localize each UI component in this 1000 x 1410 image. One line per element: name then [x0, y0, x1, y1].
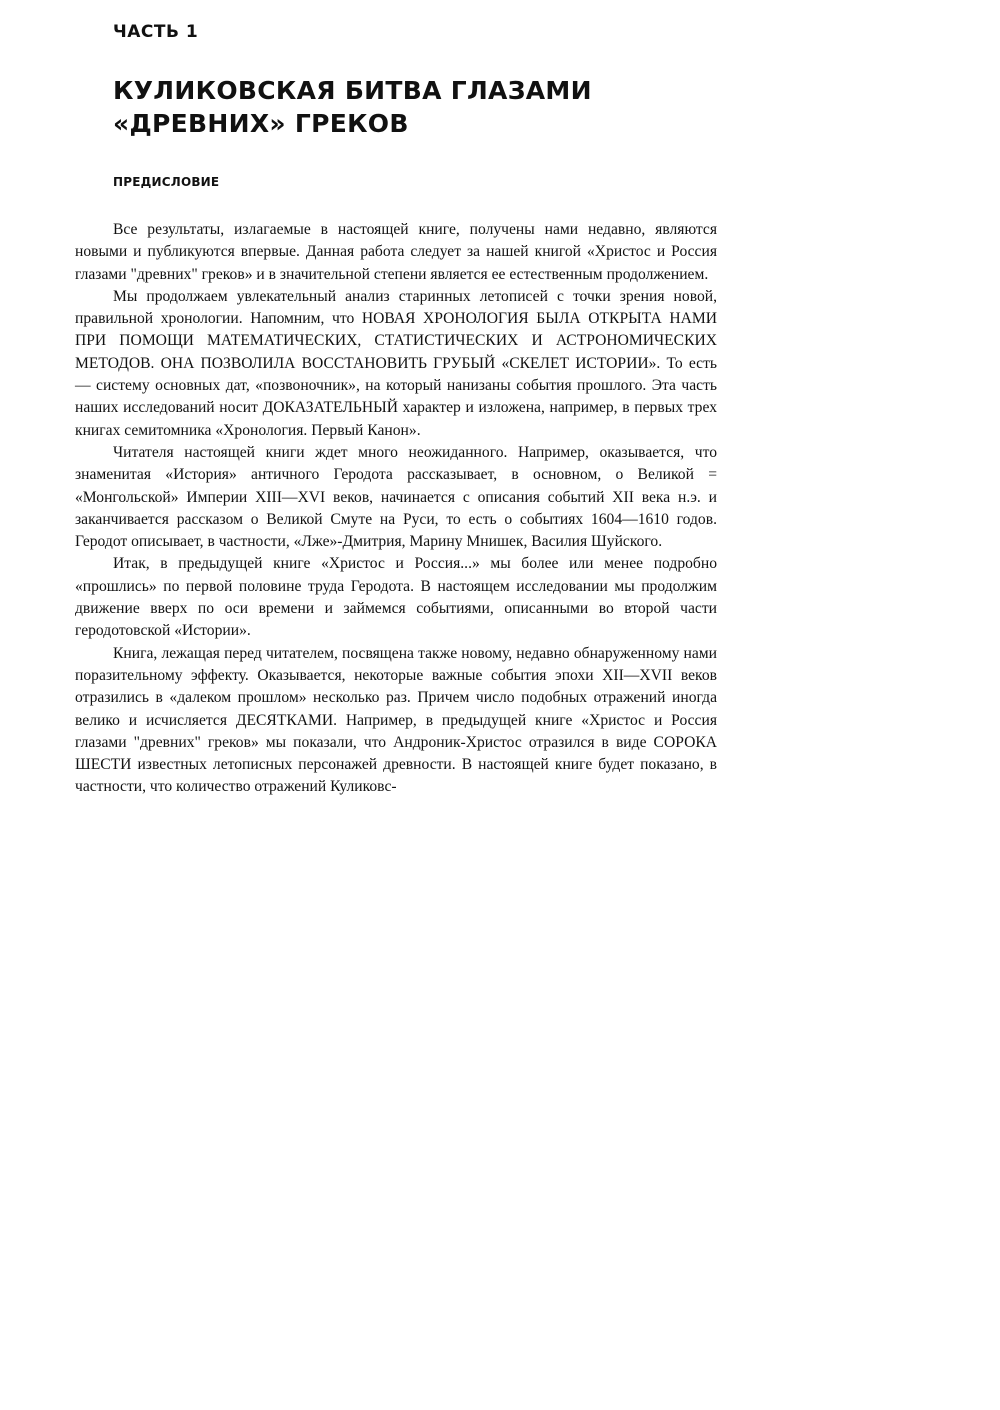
chapter-title	[113, 74, 733, 140]
paragraph: Мы продолжаем увлекательный анализ старинных летописей с точки зрения новой, правильной хронологии. Напомним, что НОВАЯ ХРОНОЛОГИЯ БЫЛА ОТКРЫТА НАМИ ПРИ ПОМОЩИ МАТЕМАТИЧЕСКИХ, СТАТИСТИЧЕСКИХ И АСТРОНОМИЧЕСКИХ МЕТОДОВ. ОНА ПОЗВОЛИЛА ВОССТАНОВИТЬ ГРУБЫЙ «СКЕЛЕТ ИСТОРИИ». То есть — систему основных дат, «позвоночник», на который нанизаны события прошлого. Эта часть наших исследований носит ДОКАЗАТЕЛЬНЫЙ характер и изложена, например, в первых трех книгах семитомника «Хронология. Первый Канон».	[75, 287, 717, 439]
paragraph: Итак, в предыдущей книге «Христос и Россия...» мы более или менее подробно «прошлись» по первой половине труда Геродота. В настоящем исследовании мы продолжим движение вверх по оси времени и займемся событиями, описанными во второй части геродотовской «Истории».	[75, 555, 717, 640]
paragraph: Читателя настоящей книги ждет много неожиданного. Например, оказывается, что знаменитая «История» античного Геродота рассказывает, в основном, о Великой = «Монгольской» Империи XIII—XVI веков, начинается с описания событий XII века н.э. и заканчивается рассказом о Великой Смуте на Руси, то есть о событиях 1604—1610 годов. Геродот описывает, в частности, «Лже»-Дмитрия, Марину Мнишек, Василия Шуйского.	[75, 443, 717, 551]
chapter-title-line-1: КУЛИКОВСКАЯ БИТВА ГЛАЗАМИ	[113, 76, 592, 105]
paragraph: Книга, лежащая перед читателем, посвящена также новому, недавно обнаруженному нами поразительному эффекту. Оказывается, некоторые важные события эпохи XII—XVII веков отразились в «далеком прошлом» несколько раз. Причем число подобных отражений иногда велико и исчисляется ДЕСЯТКАМИ. Например, в предыдущей книге «Христос и Россия глазами "древних" греков» мы показали, что Андроник-Христос отразился в виде СОРОКА ШЕСТИ известных летописных персонажей древности. В настоящей книге будет показано, в частности, что количество отражений Куликовс-	[75, 644, 717, 796]
paragraph: Все результаты, излагаемые в настоящей книге, получены нами недавно, являются новыми и публикуются впервые. Данная работа следует за нашей книгой «Христос и Россия глазами "древних" греков» и в значительной степени является ее естественным продолжением.	[75, 221, 717, 283]
part-label: ЧАСТЬ 1	[113, 22, 199, 42]
chapter-title-line-2: «ДРЕВНИХ» ГРЕКОВ	[113, 109, 409, 138]
body-text	[75, 219, 717, 799]
section-heading: ПРЕДИСЛОВИЕ	[113, 175, 220, 189]
